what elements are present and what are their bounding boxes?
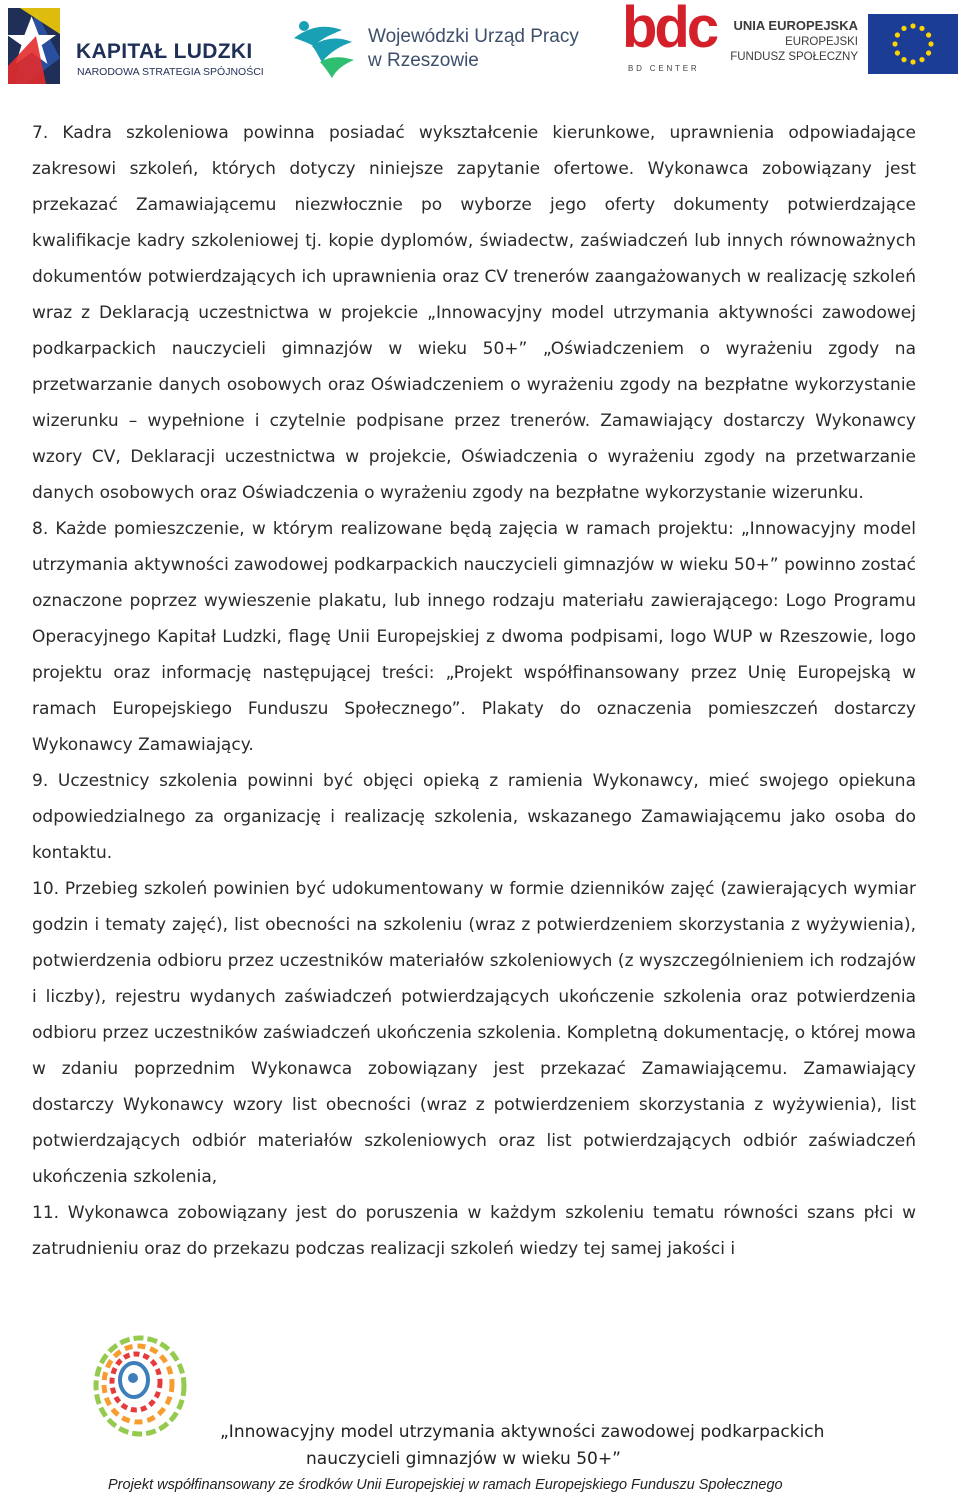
paragraph-8: 8. Każde pomieszczenie, w którym realizowane będą zajęcia w ramach projektu: „Innowacyjny model utrzymania aktywności zawodowej podkarpackich nauczycieli gimnazjów w wieku 50+” powinno zostać oznaczone poprzez wywieszenie plakatu, lub innego rodzaju materiału zawierającego: Logo Programu Operacyjnego Kapitał Ludzki, flagę Unii Europejskiej z dwoma podpisami, logo WUP w Rzeszowie, logo projektu oraz informację następującej treści: „Projekt współfinansowany przez Unię Europejską w ramach Europejskiego Funduszu Społecznego”. Plakaty do oznaczenia pomieszczeń dostarczy Wykonawcy Zamawiający. (32, 519, 916, 755)
paragraph-9: 9. Uczestnicy szkolenia powinni być objęci opieką z ramienia Wykonawcy, mieć swojego opiekuna odpowiedzialnego za organizację i realizację szkolenia, wskazanego Zamawiającemu jako osoba do kontaktu. (32, 771, 916, 863)
wup-bird-icon (292, 16, 360, 78)
bd-center-logo (622, 0, 718, 76)
eu-flag-icon (868, 14, 958, 74)
efs-name-line2: FUNDUSZ SPOŁECZNY (730, 51, 858, 63)
bdc-subtitle: BD CENTER (628, 64, 700, 73)
page-header (0, 0, 960, 95)
footer-project-title-line1: „Innowacyjny model utrzymania aktywności zawodowej podkarpackich (220, 1422, 825, 1442)
kapital-ludzki-subtitle: NARODOWA STRATEGIA SPÓJNOŚCI (77, 66, 264, 78)
efs-name-line1: EUROPEJSKI (785, 36, 858, 48)
eu-name: UNIA EUROPEJSKA (733, 18, 858, 33)
wup-name-line1: Wojewódzki Urząd Pracy (368, 26, 579, 47)
paragraph-7: 7. Kadra szkoleniowa powinna posiadać wykształcenie kierunkowe, uprawnienia odpowiadające zakresowi szkoleń, których dotyczy niniejsze zapytanie ofertowe. Wykonawca zobowiązany jest przekazać Zamawiającemu niezwłocznie po wyborze jego oferty dokumenty potwierdzające kwalifikacje kadry szkoleniowej tj. kopie dyplomów, świadectw, zaświadczeń lub innych równoważnych dokumentów potwierdzających ich uprawnienia oraz CV trenerów zaangażowanych w realizację szkoleń wraz z Deklaracją uczestnictwa w projekcie „Innowacyjny model utrzymania aktywności zawodowej podkarpackich nauczycieli gimnazjów w wieku 50+” „Oświadczeniem o wyrażeniu zgody na przetwarzanie danych osobowych oraz Oświadczeniem o wyrażeniu zgody na bezpłatne wykorzystanie wizerunku – wypełnione i czytelnie podpisane przez trenerów. Zamawiający dostarczy Wykonawcy wzory CV, Deklaracji uczestnictwa w projekcie, Oświadczenia o wyrażeniu zgody na przetwarzanie danych osobowych oraz Oświadczenia o wyrażeniu zgody na bezpłatne wykorzystanie wizerunku. (32, 123, 916, 503)
wup-name-line2: w Rzeszowie (368, 50, 479, 71)
paragraph-11: 11. Wykonawca zobowiązany jest do poruszenia w każdym szkoleniu tematu równości szans płci w zatrudnieniu oraz do przekazu podczas realizacji szkoleń wiedzy tej samej jakości i (32, 1203, 916, 1259)
kapital-ludzki-title: KAPITAŁ LUDZKI (76, 40, 253, 63)
footer-funding-note: Projekt współfinansowany ze środków Unii Europejskiej w ramach Europejskiego Funduszu Społecznego (108, 1477, 783, 1493)
kapital-ludzki-star-icon (6, 6, 70, 86)
project-logo-icon (88, 1320, 188, 1440)
paragraph-10: 10. Przebieg szkoleń powinien być udokumentowany w formie dzienników zajęć (zawierających wymiar godzin i tematy zajęć), list obecności na szkoleniu (wraz z potwierdzeniem skorzystania z wyżywienia), potwierdzenia odbioru przez uczestników materiałów szkoleniowych (z wyszczególnieniem ich rodzajów i liczby), rejestru wydanych zaświadczeń potwierdzających ukończenie szkolenia oraz potwierdzenia odbioru przez uczestników zaświadczeń ukończenia szkolenia. Kompletną dokumentację, o której mowa w zdaniu poprzednim Wykonawca zobowiązany jest przekazać Zamawiającemu. Zamawiający dostarczy Wykonawcy wzory list obecności (wraz z potwierdzeniem skorzystania z wyżywienia), list potwierdzających odbiór materiałów szkoleniowych oraz list potwierdzających odbiór zaświadczeń ukończenia szkolenia, (32, 879, 916, 1187)
document-body (32, 115, 916, 1267)
bdc-wordmark: bdc (622, 0, 717, 60)
wup-rzeszow-logo (292, 12, 592, 82)
eu-efs-logo (730, 14, 958, 74)
kapital-ludzki-logo (6, 6, 276, 86)
footer-project-title-line2: nauczycieli gimnazjów w wieku 50+” (306, 1449, 621, 1469)
